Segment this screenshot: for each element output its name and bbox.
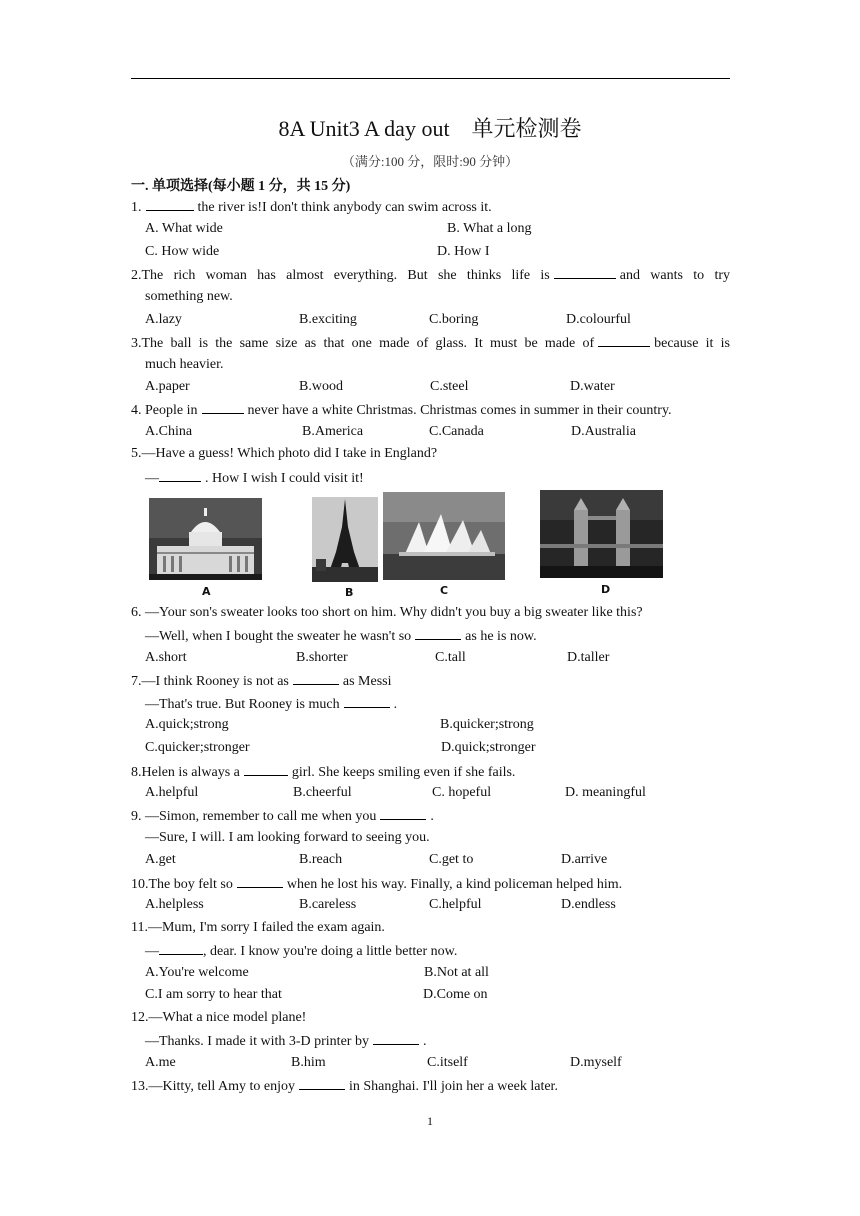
option-c: C.steel	[430, 379, 469, 394]
answer-blank	[373, 1031, 419, 1045]
option-b: B.cheerful	[293, 785, 352, 800]
question-9-stem: 9. —Simon, remember to call me when you .	[131, 806, 434, 826]
option-b: B.America	[302, 424, 364, 439]
question-2-stem: 2.The rich woman has almost everything. But she thinks life is and wants to try	[131, 265, 730, 285]
option-c: C.itself	[427, 1055, 468, 1070]
section-heading: 一. 单项选择(每小题 1 分，共 15 分)	[131, 179, 351, 194]
question-11-reply: — , dear. I know you're doing a little better now.	[145, 941, 457, 961]
photo-label-c: C	[440, 584, 449, 597]
question-2-stem-cont: something new.	[145, 289, 233, 304]
option-d: D.endless	[561, 897, 616, 912]
option-c: C. hopeful	[432, 785, 492, 800]
question-3-stem-cont: much heavier.	[145, 357, 224, 372]
question-5-reply: — . How I wish I could visit it!	[145, 468, 364, 488]
question-13-stem: 13.—Kitty, tell Amy to enjoy in Shanghai. I'll join her a week later.	[131, 1076, 558, 1096]
option-b: B.him	[291, 1055, 326, 1070]
option-b: B.wood	[299, 379, 343, 394]
answer-blank	[293, 671, 339, 685]
option-a: A.paper	[145, 379, 190, 394]
option-d: D.Come on	[423, 987, 488, 1002]
photo-a-capitol	[149, 498, 262, 580]
question-12-reply: —Thanks. I made it with 3-D printer by .	[145, 1031, 426, 1051]
option-b: B.exciting	[299, 312, 357, 327]
tower-bridge-icon	[540, 490, 663, 578]
capitol-building-icon	[149, 498, 262, 580]
option-a: A.helpful	[145, 785, 199, 800]
question-6-reply: —Well, when I bought the sweater he wasn't so as he is now.	[145, 626, 537, 646]
option-b: B.careless	[299, 897, 357, 912]
opera-house-icon	[383, 492, 505, 580]
question-9-reply: —Sure, I will. I am looking forward to seeing you.	[145, 830, 430, 845]
question-11-stem: 11.—Mum, I'm sorry I failed the exam again.	[131, 920, 385, 935]
option-c: C.tall	[435, 650, 466, 665]
option-a: A. What wide	[145, 221, 223, 236]
answer-blank	[344, 694, 390, 708]
answer-blank	[146, 197, 194, 211]
option-c: C.quicker;stronger	[145, 740, 250, 755]
option-c: C.Canada	[429, 424, 484, 439]
option-c: C.I am sorry to hear that	[145, 987, 282, 1002]
page-title: 8A Unit3 A day out 单元检测卷	[278, 116, 582, 141]
question-7-stem: 7.—I think Rooney is not as as Messi	[131, 671, 392, 691]
option-a: A.lazy	[145, 312, 182, 327]
option-d: D.taller	[567, 650, 610, 665]
option-a: A.quick;strong	[145, 717, 229, 732]
option-a: A.me	[145, 1055, 176, 1070]
option-b: B.reach	[299, 852, 343, 867]
question-6-stem: 6. —Your son's sweater looks too short on him. Why didn't you buy a big sweater like this?	[131, 605, 643, 620]
option-c: C.get to	[429, 852, 474, 867]
question-8-stem: 8.Helen is always a girl. She keeps smiling even if she fails.	[131, 762, 515, 782]
option-a: A.You're welcome	[145, 965, 249, 980]
option-d: D.arrive	[561, 852, 608, 867]
question-5-stem: 5.—Have a guess! Which photo did I take in England?	[131, 446, 438, 461]
answer-blank	[237, 874, 283, 888]
header-rule	[131, 78, 730, 79]
answer-blank	[202, 400, 244, 414]
photo-label-a: A	[202, 585, 211, 598]
answer-blank	[159, 468, 201, 482]
answer-blank	[244, 762, 288, 776]
answer-blank	[415, 626, 461, 640]
option-d: D. meaningful	[565, 785, 646, 800]
photo-label-d: D	[601, 583, 611, 596]
photo-c-opera-house	[383, 492, 505, 580]
answer-blank	[299, 1076, 345, 1090]
option-d: D. How I	[437, 244, 490, 259]
question-4-stem: 4. People in never have a white Christmas. Christmas comes in summer in their country.	[131, 400, 672, 420]
eiffel-tower-icon	[312, 497, 378, 582]
option-b: B.Not at all	[424, 965, 489, 980]
photo-d-tower-bridge	[540, 490, 663, 578]
question-3-stem: 3.The ball is the same size as that one made of glass. It must be made of because it is	[131, 333, 730, 353]
option-d: D.water	[570, 379, 615, 394]
option-c: C. How wide	[145, 244, 220, 259]
option-d: D.quick;stronger	[441, 740, 536, 755]
option-b: B. What a long	[447, 221, 532, 236]
option-a: A.short	[145, 650, 187, 665]
option-c: C.helpful	[429, 897, 482, 912]
answer-blank	[380, 806, 426, 820]
answer-blank	[554, 265, 616, 279]
option-a: A.get	[145, 852, 176, 867]
question-7-reply: —That's true. But Rooney is much .	[145, 694, 397, 714]
page-number: 1	[427, 1114, 433, 1128]
question-10-stem: 10.The boy felt so when he lost his way. Finally, a kind policeman helped him.	[131, 874, 622, 894]
question-1-stem: 1. the river is!I don't think anybody can swim across it.	[131, 197, 492, 217]
option-d: D.Australia	[571, 424, 636, 439]
question-12-stem: 12.—What a nice model plane!	[131, 1010, 307, 1025]
option-d: D.myself	[570, 1055, 622, 1070]
option-b: B.quicker;strong	[440, 717, 534, 732]
photo-label-b: B	[345, 586, 354, 599]
option-a: A.helpless	[145, 897, 204, 912]
option-c: C.boring	[429, 312, 479, 327]
answer-blank	[159, 941, 203, 955]
page-subtitle: （满分:100 分，限时:90 分钟）	[341, 154, 519, 169]
photo-b-eiffel-tower	[312, 497, 378, 582]
answer-blank	[598, 333, 650, 347]
option-a: A.China	[145, 424, 193, 439]
option-d: D.colourful	[566, 312, 631, 327]
option-b: B.shorter	[296, 650, 348, 665]
